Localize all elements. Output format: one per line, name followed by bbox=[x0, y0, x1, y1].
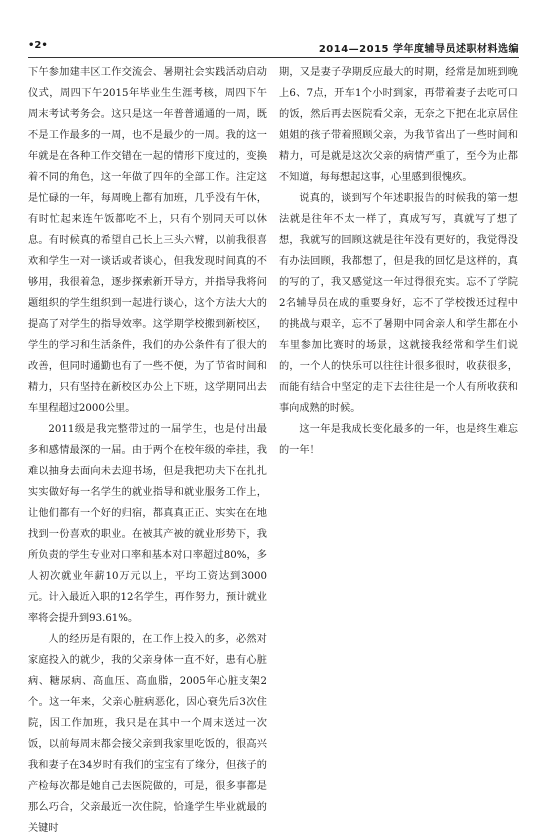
paragraph: 人的经历是有限的，在工作上投入的多，必然对家庭投入的就少，我的父亲身体一直不好，患有心脏病、糖尿病、高血压、高血脂，2005年心脏支架2个。这一年来，父亲心脏病恶化，因心衰先后3次住院，因工作加班，我只是在其中一个周末送过一次饭，以前每周末都会接父亲到我家里吃饭的，很高兴我和妻子在34岁时有我们的宝宝有了缘分，但孩子的产检每次都是她自己去医院做的，可是，很多事都是那么巧合，父亲最近一次住院，恰逢学生毕业就最的关键时 bbox=[28, 634, 267, 834]
header-rule bbox=[28, 57, 519, 58]
right-column bbox=[279, 62, 518, 461]
paragraph: 2011级是我完整带过的一届学生，也是付出最多和感情最深的一届。由于两个在校年级的牵挂，我难以抽身去面向未去迎书场，但是我把功夫下在扎扎实实做好每一名学生的就业指导和就业服务工作上，让他们都有一个好的归宿，都真真正正、实实在在地找到一份喜欢的职业。在被其产被的就业形势下，我所负责的学生专业对口率和基本对口率超过80%，多人初次就业年薪10万元以上，平均工资达到3000元。计入最近入职的12名学生，再作努力，预计就业率将会提升到93.61%。 bbox=[28, 424, 267, 624]
page-number: •2• bbox=[28, 40, 48, 51]
paragraph: 期，又是妻子孕期反应最大的时期，经常是加班到晚上6、7点，开车1个小时到家，再带着妻子去吃可口的饭，然后再去医院看父亲，无奈之下把在北京居住姐姐的孩子带着照顾父亲，为我节省出了一些时间和精力，可是就是这次父亲的病情严重了，至今为止都不知道，每每想起这事，心里感到很愧疚。 bbox=[279, 67, 518, 183]
paragraph: 说真的，谈到写个年述职报告的时候我的第一想法就是往年不太一样了，真成写写，真就写了想了想，我就写的回顾这就是往年没有更好的，我觉得没有办法回顾，我都想了，但是我的回忆是这样的，真的写的了，我又感觉这一年过得很充实。忘不了学院2名辅导员在成的重要身好，忘不了学校拨还过程中的挑战与艰辛，忘不了暑期中同舍亲人和学生都在小车里参加比赛时的场景，这就接我经常和学生们说的，一个人的快乐可以往往计很多很时，收获很多，而能有结合中坚定的走下去往往是一个人有所收获和事向成熟的时候。 bbox=[279, 193, 518, 414]
left-column bbox=[28, 62, 267, 839]
paragraph: 这一年是我成长变化最多的一年，也是终生难忘的一年！ bbox=[279, 424, 518, 456]
running-title: 2014—2015 学年度辅导员述职材料选编 bbox=[318, 44, 519, 55]
paragraph: 下午参加建丰区工作交流会、暑期社会实践活动启动仪式，周四下午2015年毕业生生涯考核，周四下午周末考试考务会。这只是这一年普普通通的一周，既不是工作最多的一周，也不是最少的一周。我的这一年就是在各种工作交错在一起的情形下度过的，变换着不同的角色，这一年做了四年的全部工作。注定这是忙碌的一年，每周晚上都有加班，几乎没有午休，有时忙起来连午饭都吃不上，只有个别同天可以休息。有时候真的希望自己长上三头六臂，以前我很喜欢和学生一对一谈话或者谈心，但我发现时间真的不够用，我很着急，逐步探索新开导方，并指导我将问题组织的学生组织到一起进行谈心，这个方法大大的提高了对学生的指导效率。这学期学校搬到新校区，学生的学习和生活条件，我们的办公条件有了很大的改善，但同时通勤也有了一些不便，为了节省时间和精力，只有坚持在新校区办公上下班，这学期同出去车里程超过2000公里。 bbox=[28, 67, 267, 414]
page-header bbox=[28, 40, 519, 54]
